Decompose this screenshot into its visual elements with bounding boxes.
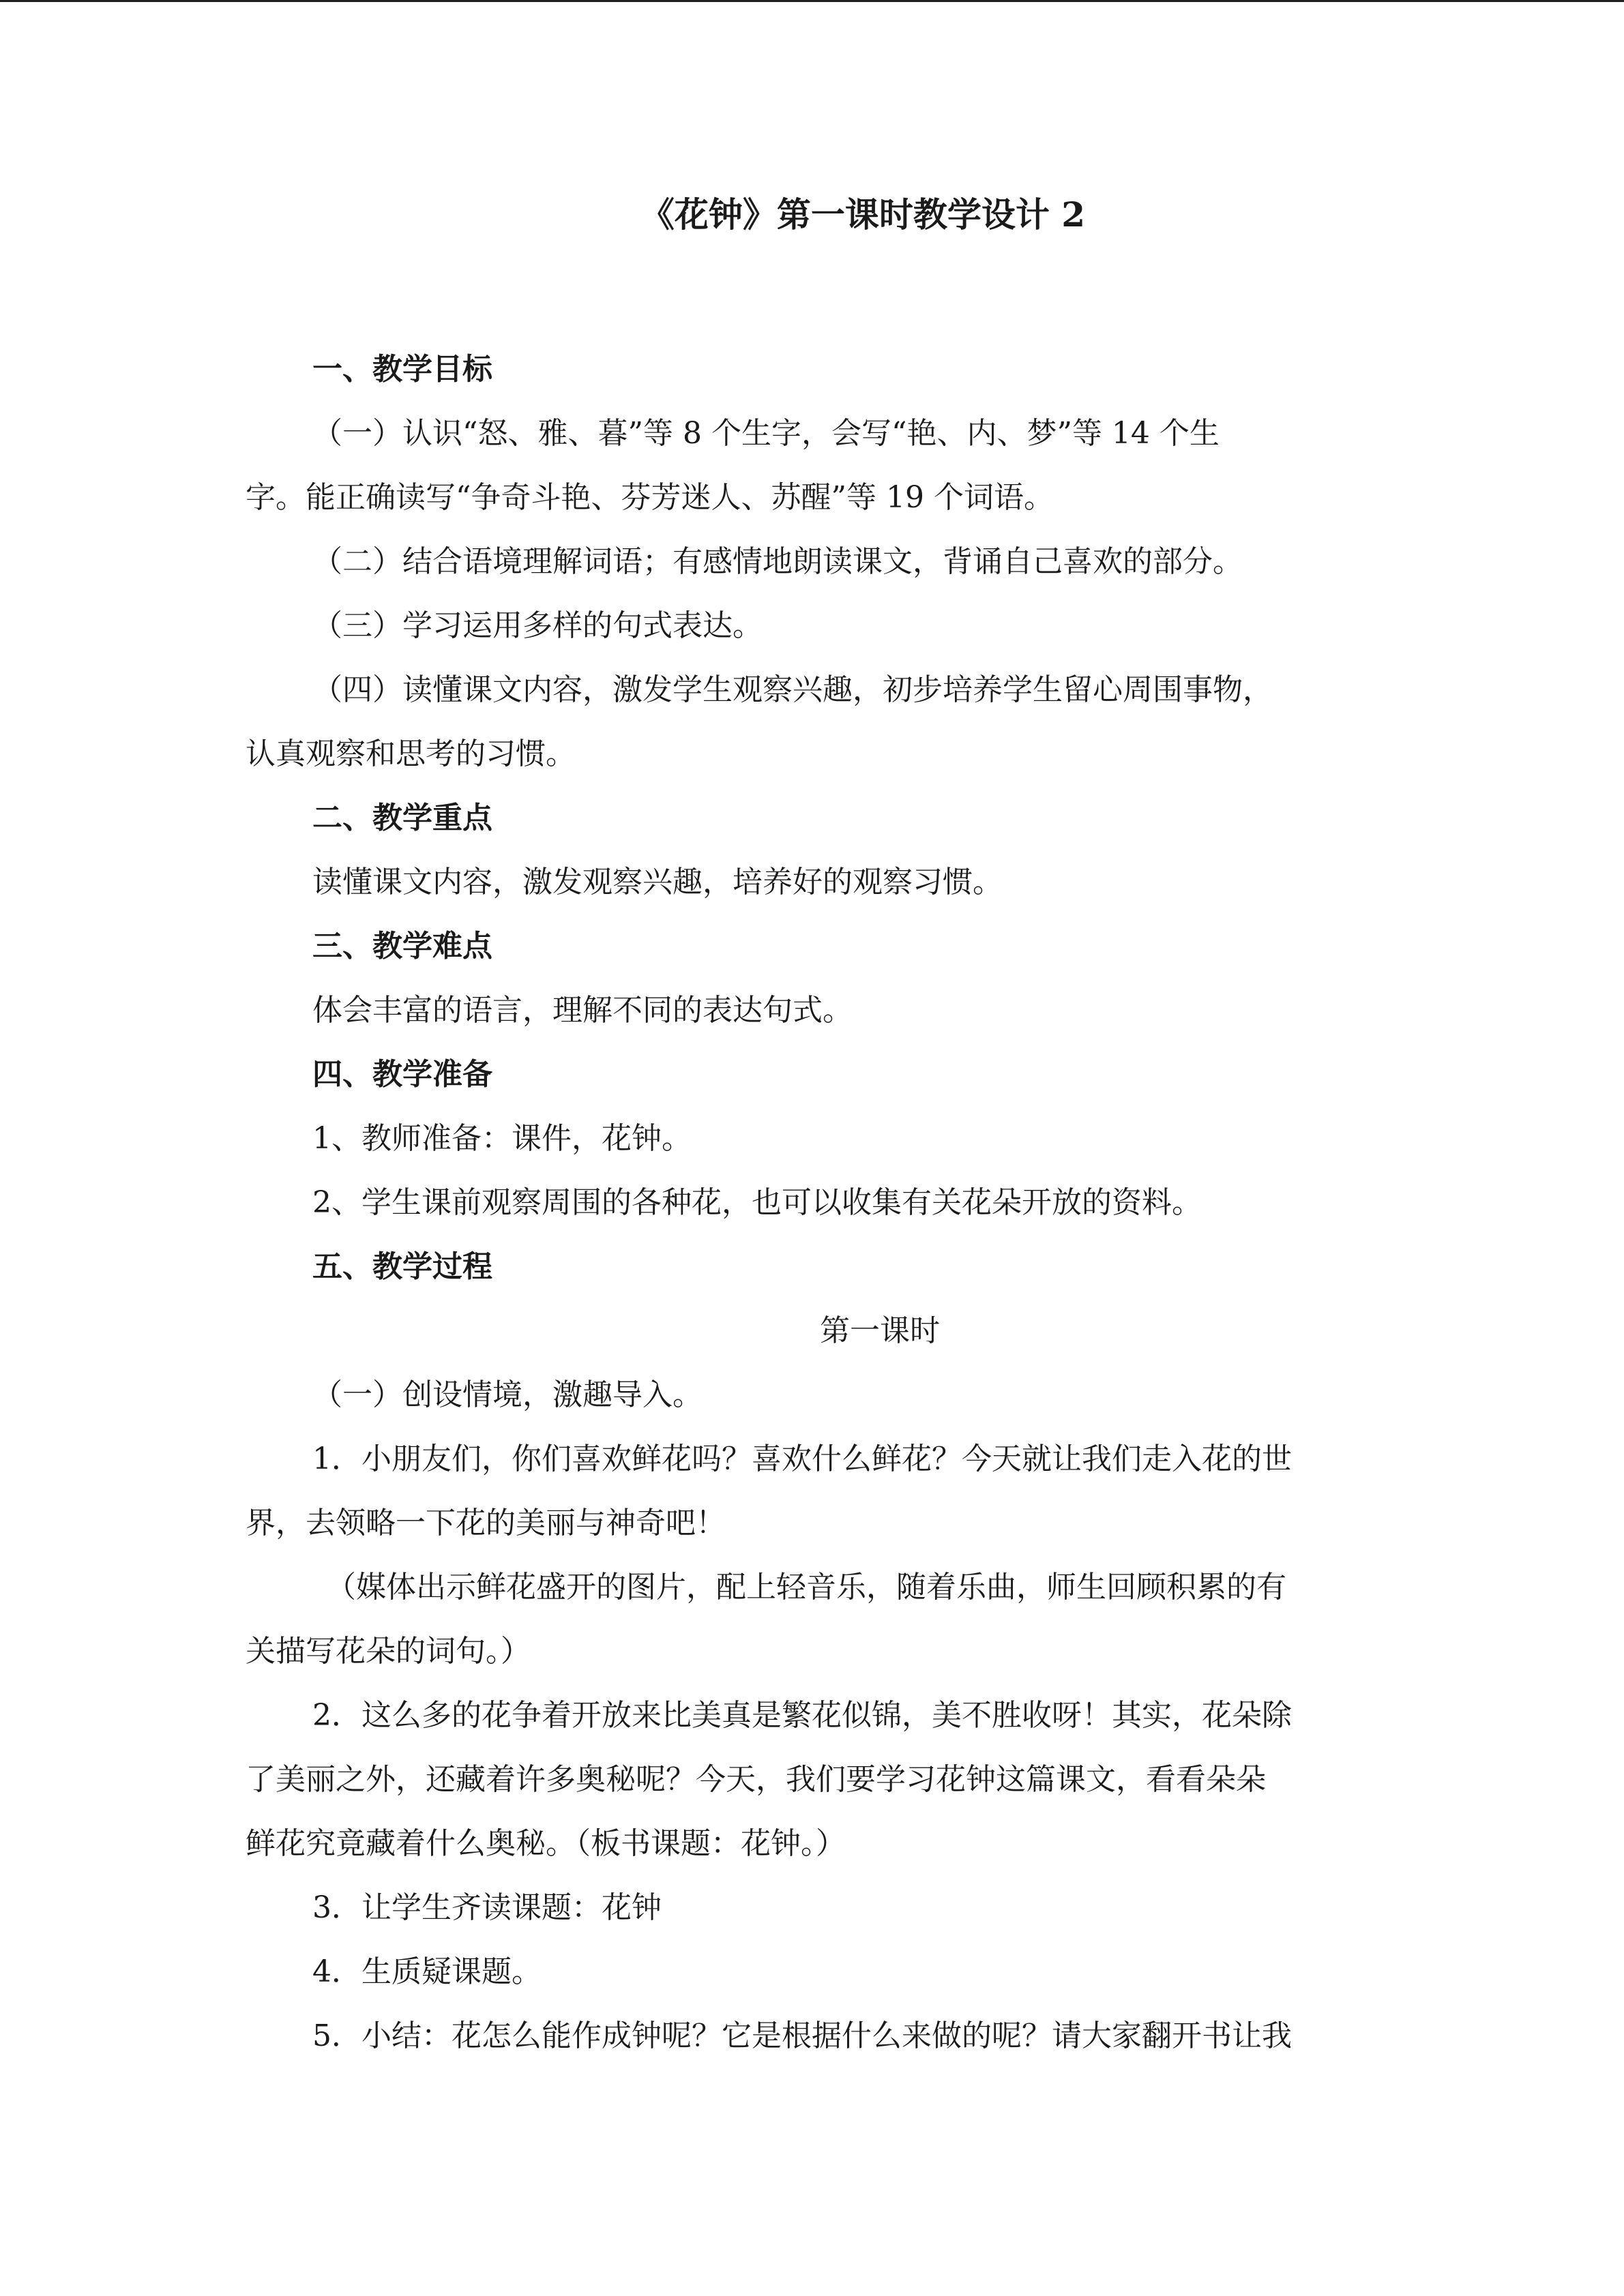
paragraph-2-line-3: 鲜花究竟藏着什么奥秘。（板书课题：花钟。）: [246, 1826, 846, 1861]
page-top-border: [0, 0, 1624, 2]
document-page: [246, 191, 1378, 2068]
paragraph-2-line-1: 2．这么多的花争着开放来比美真是繁花似锦，美不胜收呀！其实，花朵除: [312, 1698, 1292, 1733]
paragraph-1-line-2: 界，去领略一下花的美丽与神奇吧！: [246, 1506, 726, 1540]
paragraph-media-line-2: 关描写花朵的词句。）: [246, 1634, 531, 1669]
paragraph-4: 4．生质疑课题。: [312, 1954, 542, 1989]
paragraph-media-line-1: （媒体出示鲜花盛开的图片，配上轻音乐，随着乐曲，师生回顾积累的有: [326, 1570, 1286, 1605]
difficulty-text: 体会丰富的语言，理解不同的表达句式。: [312, 993, 853, 1028]
heading-process: 五、教学过程: [312, 1249, 492, 1284]
step-intro: （一）创设情境，激趣导入。: [312, 1377, 703, 1412]
heading-focus: 二、教学重点: [312, 801, 492, 835]
objective-1-line-1: （一）认识“怒、雅、暮”等 8 个生字，会写“艳、内、梦”等 14 个生: [312, 416, 1220, 451]
heading-objectives: 一、教学目标: [312, 352, 492, 387]
objective-4-line-2: 认真观察和思考的习惯。: [246, 736, 576, 771]
objective-1-line-2: 字。能正确读写“争奇斗艳、芬芳迷人、苏醒”等 19 个词语。: [246, 480, 1054, 515]
focus-text: 读懂课文内容，激发观察兴趣，培养好的观察习惯。: [312, 865, 1003, 899]
paragraph-3: 3．让学生齐读课题：花钟: [312, 1890, 662, 1925]
lesson-label: 第一课时: [820, 1313, 940, 1348]
paragraph-2-line-2: 了美丽之外，还藏着许多奥秘呢？今天，我们要学习花钟这篇课文，看看朵朵: [246, 1762, 1266, 1797]
objective-3: （三）学习运用多样的句式表达。: [312, 608, 763, 643]
heading-preparation: 四、教学准备: [312, 1057, 492, 1092]
objective-2: （二）结合语境理解词语；有感情地朗读课文，背诵自己喜欢的部分。: [312, 544, 1243, 579]
heading-difficulty: 三、教学难点: [312, 929, 492, 964]
objective-4-line-1: （四）读懂课文内容，激发学生观察兴趣，初步培养学生留心周围事物，: [312, 672, 1273, 707]
paragraph-1-line-1: 1．小朋友们，你们喜欢鲜花吗？喜欢什么鲜花？今天就让我们走入花的世: [312, 1442, 1292, 1476]
preparation-1: 1、教师准备：课件，花钟。: [312, 1121, 692, 1156]
paragraph-5-line-1: 5．小结：花怎么能作成钟呢？它是根据什么来做的呢？请大家翻开书让我: [312, 2018, 1292, 2053]
document-title: 《花钟》第一课时教学设计 2: [640, 194, 1086, 235]
preparation-2: 2、学生课前观察周围的各种花，也可以收集有关花朵开放的资料。: [312, 1185, 1202, 1220]
